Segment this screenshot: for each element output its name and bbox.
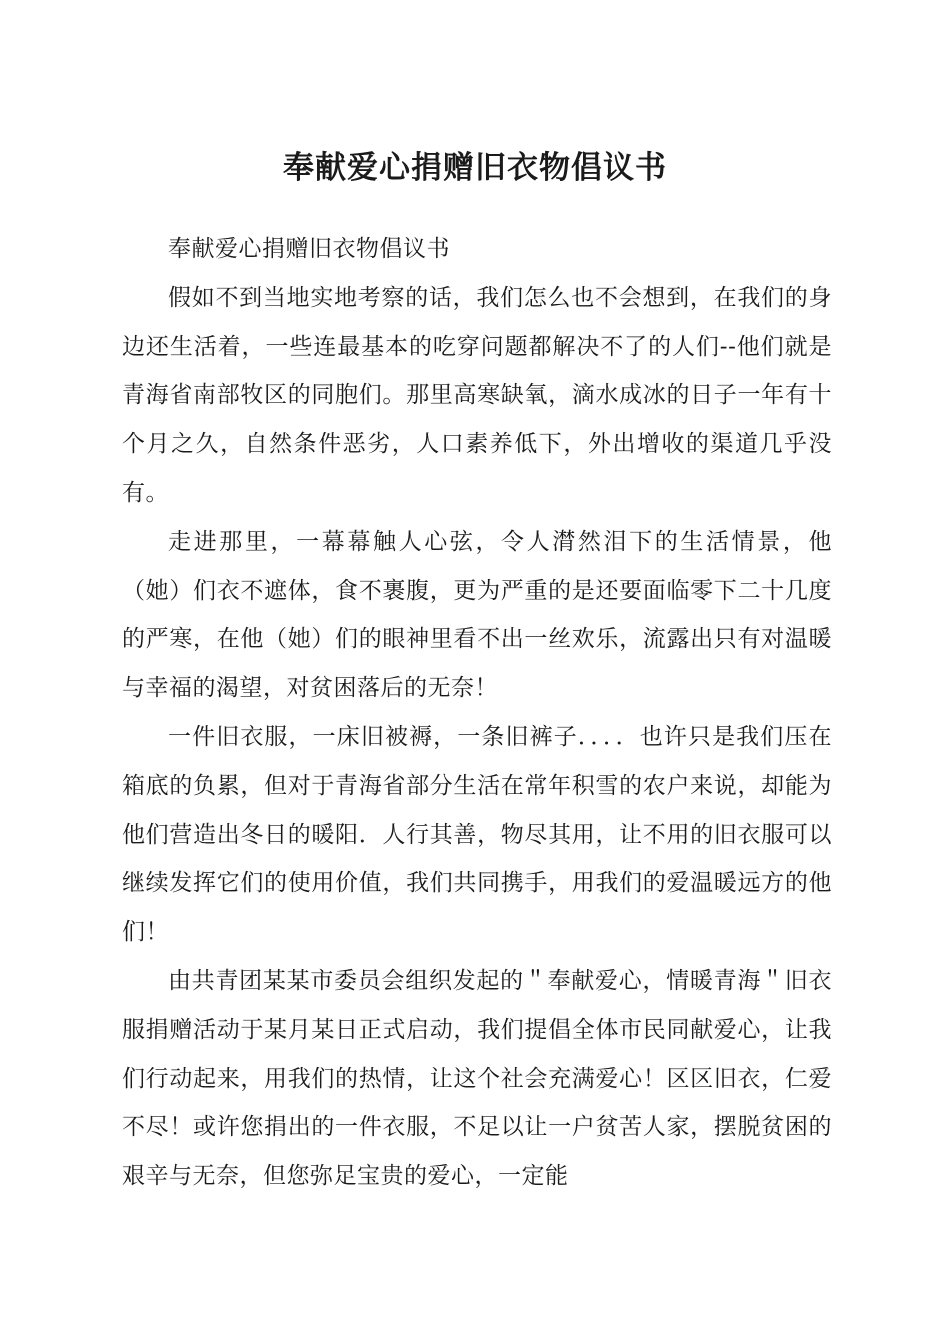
paragraph-3: 一件旧衣服，一床旧被褥，一条旧裤子．．．．也许只是我们压在箱底的负累，但对于青海省部分生活在常年积雪的农户来说，却能为他们营造出冬日的暖阳．人行其善，物尽其用，让不用的旧衣服可以继续发挥它们的使用价值，我们共同携手，用我们的爱温暖远方的他们！ <box>122 723 832 946</box>
document-title: 奉献爱心捐赠旧衣物倡议书 <box>283 150 667 186</box>
document-body <box>122 225 832 1201</box>
paragraph-2: 走进那里，一幕幕触人心弦，令人潸然泪下的生活情景，他（她）们衣不遮体，食不裹腹，更为严重的是还要面临零下二十几度的严寒，在他（她）们的眼神里看不出一丝欢乐，流露出只有对温暖与幸福的渴望，对贫困落后的无奈！ <box>122 528 832 702</box>
paragraph-1: 假如不到当地实地考察的话，我们怎么也不会想到，在我们的身边还生活着，一些连最基本的吃穿问题都解决不了的人们--他们就是青海省南部牧区的同胞们。那里高寒缺氧，滴水成冰的日子一年有十个月之久，自然条件恶劣，人口素养低下，外出增收的渠道几乎没有。 <box>122 284 832 506</box>
paragraph-4: 由共青团某某市委员会组织发起的＂奉献爱心，情暖青海＂旧衣服捐赠活动于某月某日正式启动，我们提倡全体市民同献爱心，让我们行动起来，用我们的热情，让这个社会充满爱心！区区旧衣，仁爱不尽！或许您捐出的一件衣服，不足以让一户贫苦人家，摆脱贫困的艰辛与无奈，但您弥足宝贵的爱心，一定能 <box>122 967 832 1190</box>
paragraph-subtitle: 奉献爱心捐赠旧衣物倡议书 <box>168 236 450 262</box>
